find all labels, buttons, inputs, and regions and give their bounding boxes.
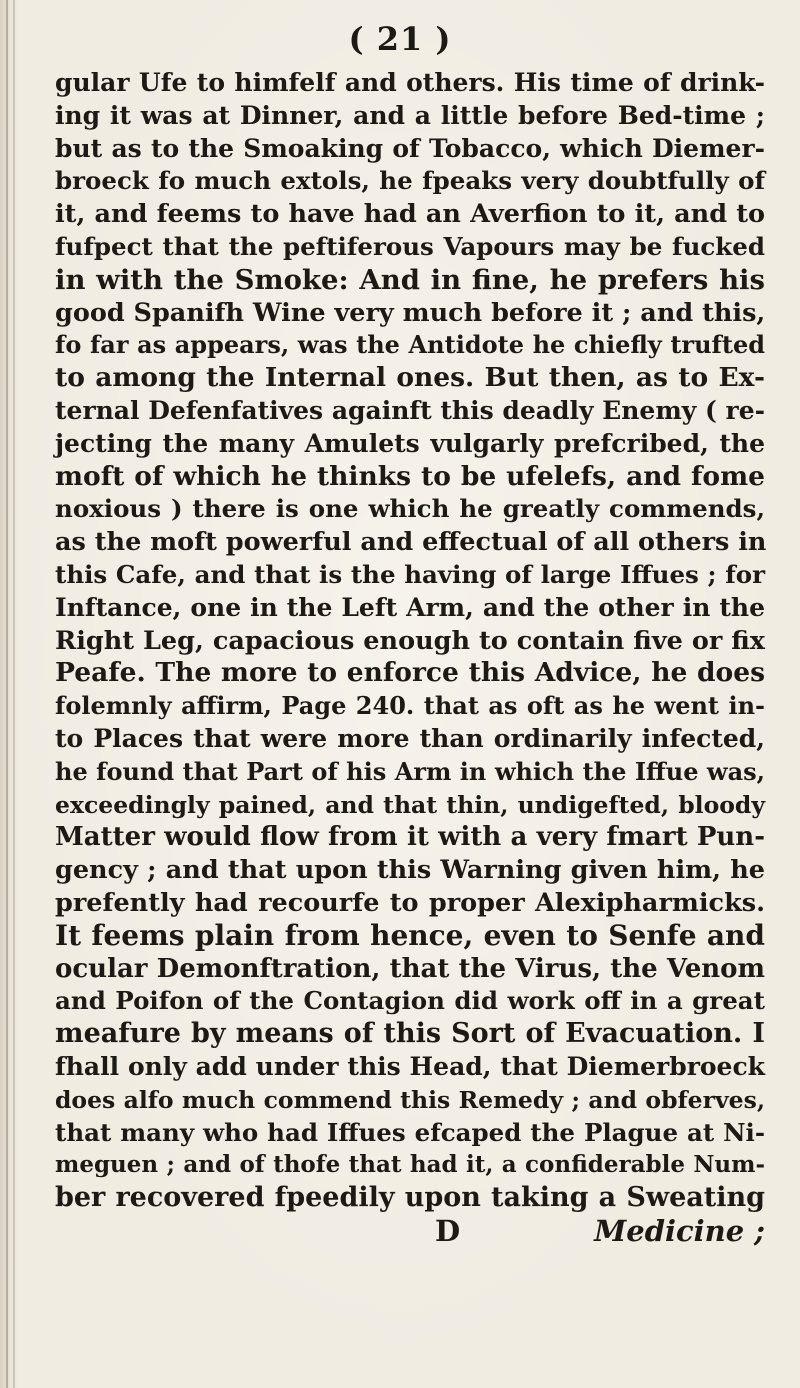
- body-text: [55, 67, 765, 1248]
- text-line: this Cafe, and that is the having of large Iffues ; for: [55, 559, 765, 589]
- text-line: gency ; and that upon this Warning given him, he: [55, 855, 765, 886]
- gutter-line: [13, 0, 15, 1388]
- page-gutter: [0, 0, 20, 1388]
- text-line: meguen ; and of thofe that had it, a confiderable Num-: [55, 1151, 765, 1179]
- text-line: fhall only add under this Head, that Diemerbroeck: [55, 1051, 765, 1081]
- text-line: in with the Smoke: And in fine, he prefers his: [55, 263, 765, 296]
- signature-line: [55, 1215, 765, 1248]
- text-line: but as to the Smoaking of Tobacco, which Diemer-: [55, 133, 765, 163]
- text-line: moft of which he thinks to be ufelefs, and fome: [55, 460, 765, 492]
- text-line: as the moft powerful and effectual of all others in: [55, 527, 767, 558]
- text-line: It feems plain from hence, even to Senfe and: [55, 918, 765, 952]
- text-line: to Places that were more than ordinarily infected,: [55, 723, 765, 753]
- text-line: folemnly affirm, Page 240. that as oft as he went in-: [55, 691, 765, 721]
- text-line: Inftance, one in the Left Arm, and the other in the: [55, 592, 765, 622]
- text-line: noxious ) there is one which he greatly commends,: [55, 494, 765, 524]
- text-line: jecting the many Amulets vulgarly prefcribed, the: [55, 428, 765, 458]
- text-line: fufpect that the peftiferous Vapours may be fucked: [55, 231, 765, 261]
- page-number: ( 21 ): [348, 20, 452, 58]
- text-line: broeck fo much extols, he fpeaks very doubtfully of: [55, 166, 765, 196]
- text-line: good Spanifh Wine very much before it ; and this,: [55, 297, 766, 328]
- text-line: it, and feems to have had an Averfion to it, and to: [55, 199, 765, 230]
- text-line: ternal Defenfatives againft this deadly Enemy ( re-: [55, 395, 765, 425]
- text-line: gular Ufe to himfelf and others. His time of drink-: [55, 68, 765, 97]
- text-line: fo far as appears, was the Antidote he chiefly trufted: [55, 330, 765, 360]
- text-line: he found that Part of his Arm in which the Iffue was,: [55, 756, 765, 786]
- text-line: and Poifon of the Contagion did work off in a great: [55, 986, 765, 1016]
- text-line: exceedingly pained, and that thin, undigefted, bloody: [55, 790, 765, 819]
- text-line: that many who had Iffues efcaped the Plague at Ni-: [55, 1117, 765, 1147]
- text-line: Matter would flow from it with a very fmart Pun-: [55, 822, 765, 853]
- gutter-line: [6, 0, 8, 1388]
- text-line: to among the Internal ones. But then, as to Ex-: [55, 362, 765, 394]
- text-line: ing it was at Dinner, and a little before Bed-time ;: [55, 100, 765, 130]
- text-line: prefently had recourfe to proper Alexipharmicks.: [55, 887, 765, 918]
- signature-mark: D: [435, 1213, 461, 1248]
- text-line: ocular Demonftration, that the Virus, the Venom: [55, 953, 765, 984]
- text-line: ber recovered fpeedily upon taking a Sweating: [55, 1182, 765, 1214]
- text-line: Peafe. The more to enforce this Advice, he does: [55, 657, 765, 689]
- text-line: Right Leg, capacious enough to contain five or fix: [55, 625, 765, 656]
- text-line: does alfo much commend this Remedy ; and obferves,: [55, 1085, 765, 1114]
- catchword: Medicine ;: [594, 1213, 765, 1248]
- text-line: meafure by means of this Sort of Evacuation. I: [55, 1018, 765, 1050]
